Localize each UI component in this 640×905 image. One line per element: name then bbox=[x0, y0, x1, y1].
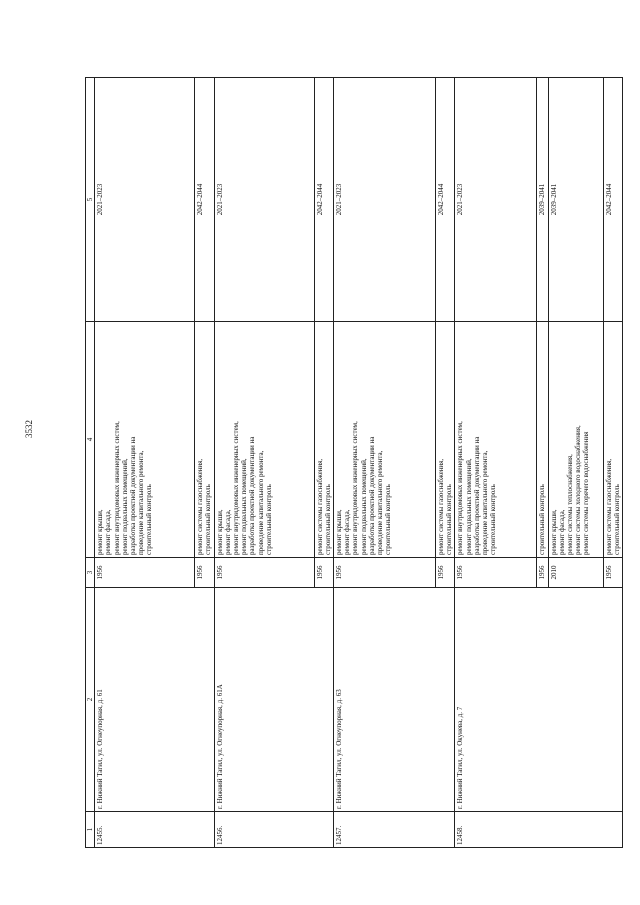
repair-work-line: ремонт крыши, bbox=[549, 509, 558, 555]
build-year-cell: 1956 bbox=[603, 558, 622, 588]
repair-work-line: проведение капитального ремонта, bbox=[137, 450, 146, 555]
address-cell: г. Нижний Тагил, ул. Окунева, д. 7 bbox=[455, 588, 623, 812]
repair-work-line: ремонт фасада, bbox=[223, 509, 232, 555]
repair-work-line: ремонт фасада, bbox=[343, 509, 352, 555]
entry-number-cell: 12458. bbox=[455, 812, 623, 848]
repair-work-line: разработка проектной документации на bbox=[367, 436, 376, 555]
capital-repair-table-container bbox=[85, 78, 621, 848]
repair-period-cell: 2042–2044 bbox=[603, 78, 622, 322]
build-year-cell: 2010 bbox=[548, 558, 603, 588]
header-cell-4: 4 bbox=[86, 322, 95, 558]
build-year-cell: 1956 bbox=[334, 558, 436, 588]
repair-work-line: ремонт подвальных помещений, bbox=[464, 458, 473, 555]
repair-work-line: строительный контроль bbox=[538, 484, 547, 555]
repair-work-line: строительный контроль bbox=[612, 484, 621, 555]
repair-work-line: ремонт внутридомовых инженерных систем, bbox=[112, 421, 121, 555]
repair-work-line: проведение капитального ремонта, bbox=[376, 450, 385, 555]
repair-period-cell: 2021–2023 bbox=[455, 78, 537, 322]
address-cell: г. Нижний Тагил, ул. Огнеупорная, д. 61А bbox=[214, 588, 333, 812]
repair-work-line: проведение капитального ремонта, bbox=[481, 450, 490, 555]
build-year-cell: 1956 bbox=[436, 558, 455, 588]
table-row bbox=[95, 78, 195, 848]
repair-period-cell: 2021–2023 bbox=[214, 78, 314, 322]
repair-works-cell bbox=[537, 322, 548, 558]
repair-work-line: разработка проектной документации на bbox=[129, 436, 138, 555]
repair-work-line: строительный контроль bbox=[204, 484, 213, 555]
repair-works-cell bbox=[314, 322, 333, 558]
build-year-cell: 1956 bbox=[195, 558, 214, 588]
build-year-cell: 1956 bbox=[314, 558, 333, 588]
page-number: 3532 bbox=[24, 420, 34, 438]
header-cell-5: 5 bbox=[86, 78, 95, 322]
repair-works-cell bbox=[548, 322, 603, 558]
table-body bbox=[86, 78, 623, 848]
repair-work-line: ремонт внутридомовых инженерных систем, bbox=[351, 421, 360, 555]
repair-work-line: ремонт фасада, bbox=[557, 509, 566, 555]
repair-period-cell: 2021–2023 bbox=[95, 78, 195, 322]
repair-period-cell: 2039–2041 bbox=[548, 78, 603, 322]
column-number-header bbox=[86, 78, 95, 848]
table-row bbox=[334, 78, 436, 848]
repair-works-cell bbox=[334, 322, 436, 558]
repair-work-line: ремонт подвальных помещений, bbox=[240, 458, 249, 555]
build-year-cell: 1956 bbox=[214, 558, 314, 588]
repair-work-line: ремонт системы газоснабжения, bbox=[437, 458, 446, 555]
repair-works-cell bbox=[195, 322, 214, 558]
repair-work-line: ремонт подвальных помещений, bbox=[359, 458, 368, 555]
repair-work-line: ремонт крыши, bbox=[215, 509, 224, 555]
repair-work-line: строительный контроль bbox=[145, 484, 154, 555]
repair-work-line: строительный контроль bbox=[384, 484, 393, 555]
header-cell-2: 2 bbox=[86, 588, 95, 812]
repair-work-line: разработка проектной документации на bbox=[248, 436, 257, 555]
repair-works-cell bbox=[455, 322, 537, 558]
address-cell: г. Нижний Тагил, ул. Огнеупорная, д. 61 bbox=[95, 588, 214, 812]
repair-work-line: проведение капитального ремонта, bbox=[256, 450, 265, 555]
entry-number-cell: 12455. bbox=[95, 812, 214, 848]
repair-work-line: ремонт системы холодного водоснабжения, bbox=[574, 425, 583, 555]
repair-period-cell: 2042–2044 bbox=[436, 78, 455, 322]
capital-repair-table bbox=[85, 77, 623, 848]
table-row bbox=[455, 78, 537, 848]
repair-work-line: ремонт внутридомовых инженерных систем, bbox=[232, 421, 241, 555]
repair-work-line: ремонт системы газоснабжения, bbox=[315, 458, 324, 555]
repair-work-line: ремонт системы теплоснабжения, bbox=[566, 454, 575, 555]
build-year-cell: 1956 bbox=[95, 558, 195, 588]
build-year-cell: 1956 bbox=[455, 558, 537, 588]
repair-work-line: строительный контроль bbox=[264, 484, 273, 555]
address-cell: г. Нижний Тагил, ул. Огнеупорная, д. 63 bbox=[334, 588, 455, 812]
repair-period-cell: 2039–2041 bbox=[537, 78, 548, 322]
repair-work-line: строительный контроль bbox=[489, 484, 498, 555]
repair-works-cell bbox=[214, 322, 314, 558]
build-year-cell: 1956 bbox=[537, 558, 548, 588]
repair-work-line: ремонт крыши, bbox=[96, 509, 105, 555]
repair-works-cell bbox=[95, 322, 195, 558]
repair-work-line: ремонт системы горячего водоснабжения bbox=[582, 431, 591, 555]
repair-work-line: ремонт внутридомовых инженерных систем, bbox=[456, 421, 465, 555]
repair-work-line: ремонт крыши, bbox=[335, 509, 344, 555]
repair-work-line: ремонт подвальных помещений, bbox=[120, 458, 129, 555]
entry-number-cell: 12456. bbox=[214, 812, 333, 848]
header-cell-3: 3 bbox=[86, 558, 95, 588]
repair-work-line: ремонт фасада, bbox=[104, 509, 113, 555]
repair-work-line: строительный контроль bbox=[445, 484, 454, 555]
header-cell-1: 1 bbox=[86, 812, 95, 848]
repair-work-line: ремонт системы газоснабжения, bbox=[196, 458, 205, 555]
table-row bbox=[214, 78, 314, 848]
repair-works-cell bbox=[603, 322, 622, 558]
repair-work-line: строительный контроль bbox=[323, 484, 332, 555]
repair-period-cell: 2042–2044 bbox=[314, 78, 333, 322]
repair-period-cell: 2021–2023 bbox=[334, 78, 436, 322]
entry-number-cell: 12457. bbox=[334, 812, 455, 848]
repair-work-line: ремонт системы газоснабжения, bbox=[604, 458, 613, 555]
repair-work-line: разработка проектной документации на bbox=[472, 436, 481, 555]
repair-works-cell bbox=[436, 322, 455, 558]
repair-period-cell: 2042–2044 bbox=[195, 78, 214, 322]
